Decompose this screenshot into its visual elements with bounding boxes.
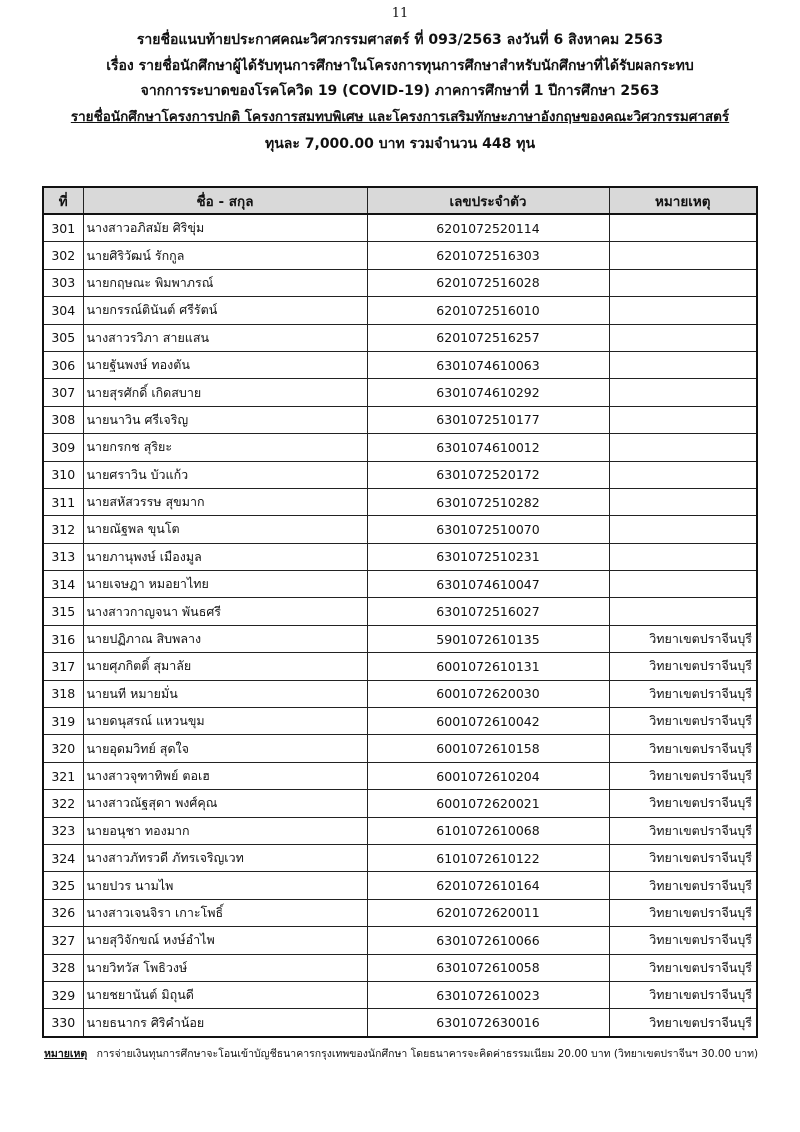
- cell-number: 329: [43, 981, 83, 1008]
- cell-student-id: 6301074610047: [367, 571, 609, 598]
- cell-number: 324: [43, 844, 83, 871]
- cell-name: นางสาวภัทรวดี ภัทรเจริญเวท: [83, 844, 367, 871]
- cell-remark: วิทยาเขตปราจีนบุรี: [609, 762, 757, 789]
- cell-name: นางสาวรวิภา สายแสน: [83, 324, 367, 351]
- cell-number: 317: [43, 653, 83, 680]
- table-row: [43, 516, 757, 543]
- cell-name: นางสาวเจนจิรา เกาะโพธิ์: [83, 899, 367, 926]
- table-row: [43, 625, 757, 652]
- cell-number: 314: [43, 571, 83, 598]
- cell-remark: [609, 379, 757, 406]
- announcement-reference: รายชื่อแนบท้ายประกาศคณะวิศวกรรมศาสตร์ ที่ 093/2563 ลงวันที่ 6 สิงหาคม 2563: [136, 32, 664, 48]
- cell-remark: วิทยาเขตปราจีนบุรี: [609, 817, 757, 844]
- section-heading: รายชื่อนักศึกษาโครงการปกติ โครงการสมทบพิเศษ และโครงการเสริมทักษะภาษาอังกฤษของคณะวิศวกรรมศาสตร์: [70, 109, 730, 125]
- cell-number: 328: [43, 954, 83, 981]
- cell-remark: วิทยาเขตปราจีนบุรี: [609, 927, 757, 954]
- cell-number: 312: [43, 516, 83, 543]
- cell-student-id: 6301072610058: [367, 954, 609, 981]
- cell-number: 330: [43, 1009, 83, 1037]
- cell-student-id: 6001072610204: [367, 762, 609, 789]
- cell-number: 326: [43, 899, 83, 926]
- cell-name: นายธนากร ศิริคำน้อย: [83, 1009, 367, 1037]
- cell-name: นายนที หมายมั่น: [83, 680, 367, 707]
- cell-remark: [609, 406, 757, 433]
- cell-name: นายศุภกิตติ์ สุมาลัย: [83, 653, 367, 680]
- scholarship-summary: ทุนละ 7,000.00 บาท รวมจำนวน 448 ทุน: [264, 136, 536, 152]
- cell-name: นายฐันพงษ์ ทองตัน: [83, 351, 367, 378]
- table-header-row: [43, 187, 757, 214]
- cell-remark: วิทยาเขตปราจีนบุรี: [609, 680, 757, 707]
- cell-number: 327: [43, 927, 83, 954]
- cell-remark: [609, 516, 757, 543]
- cell-remark: [609, 324, 757, 351]
- cell-student-id: 6301072630016: [367, 1009, 609, 1037]
- cell-name: นายศราวิน บัวแก้ว: [83, 461, 367, 488]
- footnote-label: หมายเหตุ: [44, 1048, 88, 1060]
- table-row: [43, 461, 757, 488]
- table-row: [43, 488, 757, 515]
- cell-remark: วิทยาเขตปราจีนบุรี: [609, 872, 757, 899]
- cell-number: 315: [43, 598, 83, 625]
- cell-student-id: 6101072610068: [367, 817, 609, 844]
- cell-remark: วิทยาเขตปราจีนบุรี: [609, 981, 757, 1008]
- cell-name: นายกฤษณะ พิมพาภรณ์: [83, 269, 367, 296]
- table-row: [43, 406, 757, 433]
- cell-number: 321: [43, 762, 83, 789]
- cell-student-id: 6301074610292: [367, 379, 609, 406]
- footnote-text: การจ่ายเงินทุนการศึกษาจะโอนเข้าบัญชีธนาคารกรุงเทพของนักศึกษา โดยธนาคารจะคิดค่าธรรมเนียม 20.00 บาท (วิทยาเขตปราจีนฯ 30.00 บาท): [96, 1048, 759, 1060]
- table-row: [43, 242, 757, 269]
- cell-remark: [609, 461, 757, 488]
- cell-student-id: 6001072610042: [367, 708, 609, 735]
- cell-name: นายสุรศักดิ์ เกิดสบาย: [83, 379, 367, 406]
- table-row: [43, 571, 757, 598]
- table-row: [43, 735, 757, 762]
- cell-remark: [609, 598, 757, 625]
- cell-remark: [609, 543, 757, 570]
- cell-number: 316: [43, 625, 83, 652]
- cell-student-id: 6201072516303: [367, 242, 609, 269]
- cell-number: 306: [43, 351, 83, 378]
- cell-remark: [609, 269, 757, 296]
- cell-student-id: 6101072610122: [367, 844, 609, 871]
- cell-remark: [609, 214, 757, 242]
- cell-remark: วิทยาเขตปราจีนบุรี: [609, 899, 757, 926]
- cell-name: นายอุดมวิทย์ สุดใจ: [83, 735, 367, 762]
- cell-name: นายภานุพงษ์ เมืองมูล: [83, 543, 367, 570]
- cell-remark: [609, 434, 757, 461]
- cell-remark: วิทยาเขตปราจีนบุรี: [609, 653, 757, 680]
- cell-student-id: 6301072510177: [367, 406, 609, 433]
- cell-remark: วิทยาเขตปราจีนบุรี: [609, 954, 757, 981]
- cell-name: นายสหัสวรรษ สุขมาก: [83, 488, 367, 515]
- cell-number: 320: [43, 735, 83, 762]
- cell-student-id: 6001072610131: [367, 653, 609, 680]
- cell-remark: [609, 488, 757, 515]
- cell-name: นางสาวณัฐสุดา พงศ์คุณ: [83, 790, 367, 817]
- cell-student-id: 6201072516028: [367, 269, 609, 296]
- table-row: [43, 324, 757, 351]
- cell-student-id: 6001072620021: [367, 790, 609, 817]
- cell-student-id: 5901072610135: [367, 625, 609, 652]
- cell-number: 305: [43, 324, 83, 351]
- subject-line-continued: จากการระบาดของโรคโควิด 19 (COVID-19) ภาคการศึกษาที่ 1 ปีการศึกษา 2563: [140, 83, 660, 99]
- cell-number: 301: [43, 214, 83, 242]
- cell-remark: วิทยาเขตปราจีนบุรี: [609, 708, 757, 735]
- table-row: [43, 543, 757, 570]
- cell-student-id: 6301072510070: [367, 516, 609, 543]
- cell-number: 303: [43, 269, 83, 296]
- cell-number: 309: [43, 434, 83, 461]
- table-row: [43, 899, 757, 926]
- cell-name: นายดนุสรณ์ แหวนขุม: [83, 708, 367, 735]
- cell-number: 323: [43, 817, 83, 844]
- cell-name: นายกรรณ์ตินันต์ ศรีรัตน์: [83, 297, 367, 324]
- table-row: [43, 844, 757, 871]
- table-row: [43, 981, 757, 1008]
- table-row: [43, 214, 757, 242]
- table-row: [43, 680, 757, 707]
- cell-number: 307: [43, 379, 83, 406]
- cell-student-id: 6201072520114: [367, 214, 609, 242]
- cell-name: นายนาวิน ศรีเจริญ: [83, 406, 367, 433]
- table-row: [43, 1009, 757, 1037]
- cell-name: นายสุวิจักขณ์ หงษ์อำไพ: [83, 927, 367, 954]
- cell-student-id: 6301072510231: [367, 543, 609, 570]
- footnote: [44, 1045, 758, 1062]
- cell-student-id: 6301072520172: [367, 461, 609, 488]
- cell-name: นายเจษฎา หมอยาไทย: [83, 571, 367, 598]
- table-row: [43, 927, 757, 954]
- table-row: [43, 762, 757, 789]
- table-row: [43, 653, 757, 680]
- table-row: [43, 872, 757, 899]
- column-header-student-id: เลขประจำตัว: [367, 187, 609, 214]
- cell-student-id: 6201072516010: [367, 297, 609, 324]
- cell-name: นายวิทวัส โพธิวงษ์: [83, 954, 367, 981]
- table-row: [43, 379, 757, 406]
- cell-name: นายณัฐพล ขุนโต: [83, 516, 367, 543]
- cell-remark: [609, 351, 757, 378]
- cell-number: 302: [43, 242, 83, 269]
- cell-remark: วิทยาเขตปราจีนบุรี: [609, 844, 757, 871]
- cell-name: นายปฏิภาณ สิบพลาง: [83, 625, 367, 652]
- cell-student-id: 6301072510282: [367, 488, 609, 515]
- cell-number: 304: [43, 297, 83, 324]
- cell-name: นายศิริวัฒน์ รักกูล: [83, 242, 367, 269]
- cell-remark: [609, 297, 757, 324]
- cell-name: นางสาวกาญจนา พันธศรี: [83, 598, 367, 625]
- cell-name: นางสาวจุฑาทิพย์ ตอเฮ: [83, 762, 367, 789]
- cell-student-id: 6301072610066: [367, 927, 609, 954]
- cell-number: 310: [43, 461, 83, 488]
- cell-student-id: 6001072620030: [367, 680, 609, 707]
- cell-remark: วิทยาเขตปราจีนบุรี: [609, 625, 757, 652]
- subject-line: เรื่อง รายชื่อนักศึกษาผู้ได้รับทุนการศึกษาในโครงการทุนการศึกษาสำหรับนักศึกษาที่ได้รับผลกระทบ: [106, 58, 694, 74]
- cell-name: นายปวร นามไพ: [83, 872, 367, 899]
- cell-name: นายอนุชา ทองมาก: [83, 817, 367, 844]
- cell-student-id: 6001072610158: [367, 735, 609, 762]
- cell-remark: วิทยาเขตปราจีนบุรี: [609, 735, 757, 762]
- table-row: [43, 351, 757, 378]
- cell-number: 318: [43, 680, 83, 707]
- cell-remark: [609, 571, 757, 598]
- cell-number: 311: [43, 488, 83, 515]
- cell-remark: วิทยาเขตปราจีนบุรี: [609, 790, 757, 817]
- column-header-remark: หมายเหตุ: [609, 187, 757, 214]
- cell-number: 308: [43, 406, 83, 433]
- column-header-number: ที่: [43, 187, 83, 214]
- cell-number: 325: [43, 872, 83, 899]
- table-row: [43, 434, 757, 461]
- cell-remark: [609, 242, 757, 269]
- cell-number: 313: [43, 543, 83, 570]
- cell-student-id: 6301074610063: [367, 351, 609, 378]
- table-row: [43, 954, 757, 981]
- cell-student-id: 6301074610012: [367, 434, 609, 461]
- page-number: 11: [391, 6, 409, 21]
- cell-number: 322: [43, 790, 83, 817]
- table-row: [43, 790, 757, 817]
- cell-remark: วิทยาเขตปราจีนบุรี: [609, 1009, 757, 1037]
- student-roster-table: [42, 186, 758, 1038]
- cell-name: นายกรกช สุริยะ: [83, 434, 367, 461]
- cell-student-id: 6201072516257: [367, 324, 609, 351]
- cell-name: นางสาวอภิสมัย ศิริขุ่ม: [83, 214, 367, 242]
- table-row: [43, 269, 757, 296]
- cell-student-id: 6201072620011: [367, 899, 609, 926]
- cell-number: 319: [43, 708, 83, 735]
- table-row: [43, 598, 757, 625]
- table-row: [43, 708, 757, 735]
- table-row: [43, 297, 757, 324]
- cell-student-id: 6301072516027: [367, 598, 609, 625]
- cell-name: นายชยานันต์ มิถุนดี: [83, 981, 367, 1008]
- column-header-name: ชื่อ - สกุล: [83, 187, 367, 214]
- table-row: [43, 817, 757, 844]
- cell-student-id: 6201072610164: [367, 872, 609, 899]
- cell-student-id: 6301072610023: [367, 981, 609, 1008]
